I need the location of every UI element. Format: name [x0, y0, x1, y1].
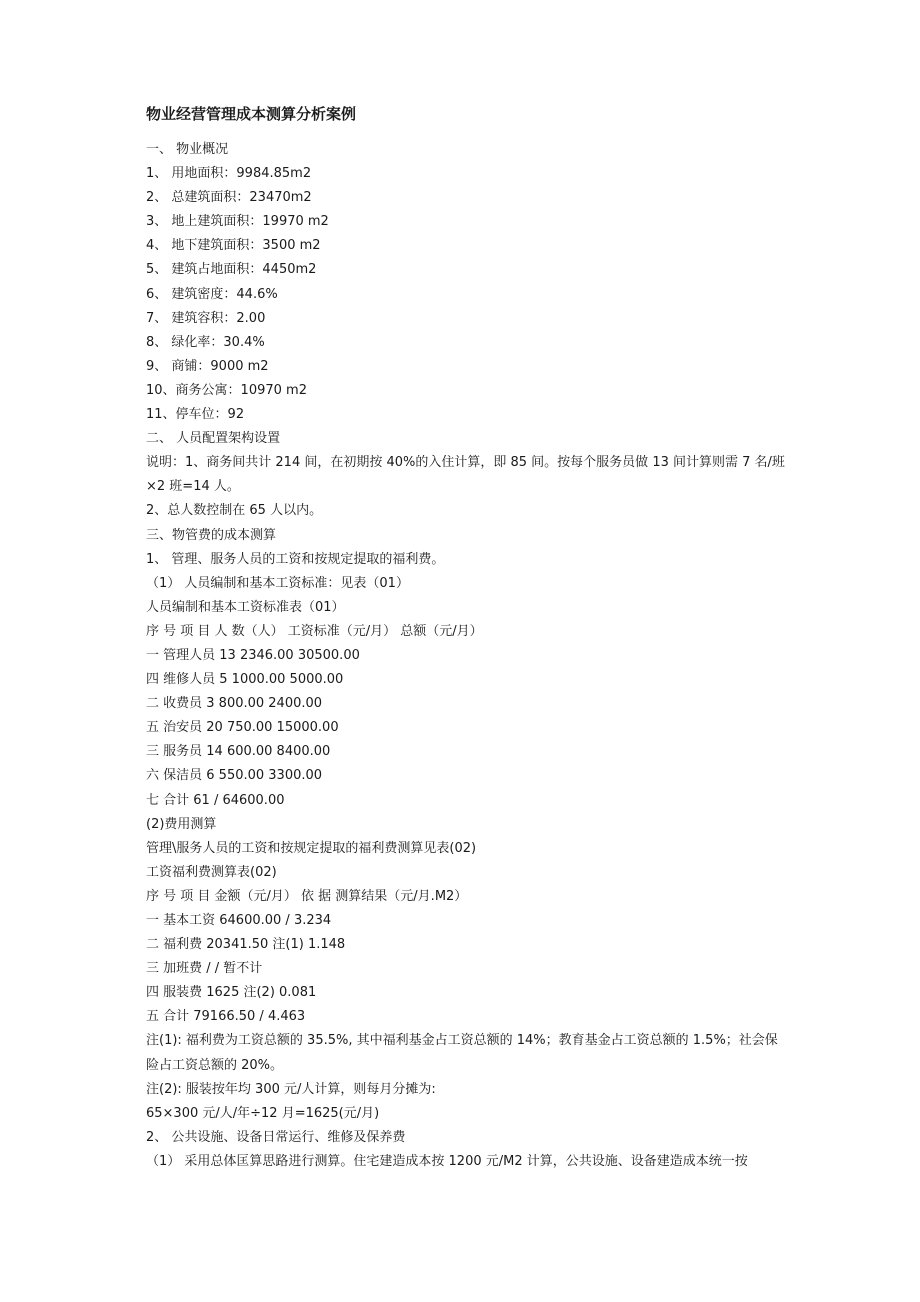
table-row: 一 基本工资 64600.00 / 3.234 — [146, 913, 332, 928]
section-heading-property-overview: 一、 物业概况 — [146, 142, 229, 157]
sub-item-overall-estimate: （1） 采用总体匡算思路进行测算。住宅建造成本按 1200 元/M2 计算，公共设施、设备建造成本统一按 — [146, 1153, 748, 1169]
table-row: 七 合计 61 / 64600.00 — [146, 792, 285, 808]
overview-item-shops: 9、 商铺：9000 m2 — [146, 358, 269, 374]
sub-item-staff-standard: （1） 人员编制和基本工资标准：见表（01） — [146, 575, 409, 591]
table-row: 三 加班费 / / 暂不计 — [146, 961, 263, 977]
table-01-header: 序 号 项 目 人 数（人） 工资标准（元/月） 总额（元/月） — [146, 623, 483, 639]
overview-item-parking: 11、停车位：92 — [146, 407, 245, 423]
cost-item-public-facilities: 2、 公共设施、设备日常运行、维修及保养费 — [146, 1129, 406, 1145]
table-row: 五 合计 79166.50 / 4.463 — [146, 1009, 306, 1025]
table-row: 四 服装费 1625 注(2) 0.081 — [146, 985, 317, 1001]
section-heading-staffing: 二、 人员配置架构设置 — [146, 431, 281, 447]
table-row: 三 服务员 14 600.00 8400.00 — [146, 744, 331, 760]
staffing-total-limit: 2、总人数控制在 65 人以内。 — [146, 503, 323, 519]
document-title: 物业经营管理成本测算分析案例 — [146, 105, 357, 123]
document-page — [146, 104, 786, 1174]
section-heading-cost-estimate: 三、物管费的成本测算 — [146, 527, 277, 543]
note-2-formula: 65×300 元/人/年÷12 月=1625(元/月) — [146, 1105, 380, 1121]
overview-item-total-floor-area: 2、 总建筑面积：23470m2 — [146, 190, 312, 206]
table-row: 六 保洁员 6 550.00 3300.00 — [146, 768, 323, 784]
note-1-paragraph: 注(1): 福利费为工资总额的 35.5%, 其中福利基金占工资总额的 14%；教育基金占工资总额的 1.5%；社会保险占工资总额的 20%。 — [146, 1033, 778, 1073]
staffing-note-paragraph: 说明：1、商务间共计 214 间，在初期按 40%的入住计算，即 85 间。按每个服务员做 13 间计算则需 7 名/班×2 班=14 人。 — [146, 455, 785, 495]
overview-item-underground-area: 4、 地下建筑面积：3500 m2 — [146, 238, 321, 254]
cost-item-wages-benefits: 1、 管理、服务人员的工资和按规定提取的福利费。 — [146, 551, 445, 567]
overview-item-land-area: 1、 用地面积：9984.85m2 — [146, 166, 312, 182]
note-2-line: 注(2): 服装按年均 300 元/人计算，则每月分摊为: — [146, 1081, 436, 1097]
table-02-title: 工资福利费测算表(02) — [146, 864, 277, 880]
table-02-header: 序 号 项 目 金额（元/月） 依 据 测算结果（元/月.M2） — [146, 888, 468, 904]
overview-item-business-apartments: 10、商务公寓：10970 m2 — [146, 382, 307, 398]
overview-item-plot-ratio: 7、 建筑容积：2.00 — [146, 310, 266, 326]
table-02-intro: 管理\服务人员的工资和按规定提取的福利费测算见表(02) — [146, 840, 477, 856]
table-row: 一 管理人员 13 2346.00 30500.00 — [146, 647, 360, 663]
overview-item-green-ratio: 8、 绿化率：30.4% — [146, 334, 265, 350]
table-row: 二 收费员 3 800.00 2400.00 — [146, 696, 323, 712]
table-row: 四 维修人员 5 1000.00 5000.00 — [146, 672, 344, 688]
sub-item-cost-estimate: (2)费用测算 — [146, 816, 217, 832]
table-row: 五 治安员 20 750.00 15000.00 — [146, 720, 339, 736]
table-01-title: 人员编制和基本工资标准表（01） — [146, 599, 345, 615]
overview-item-footprint-area: 5、 建筑占地面积：4450m2 — [146, 262, 317, 278]
table-row: 二 福利费 20341.50 注(1) 1.148 — [146, 937, 346, 953]
overview-item-building-density: 6、 建筑密度：44.6% — [146, 286, 278, 302]
overview-item-above-ground-area: 3、 地上建筑面积：19970 m2 — [146, 214, 329, 230]
